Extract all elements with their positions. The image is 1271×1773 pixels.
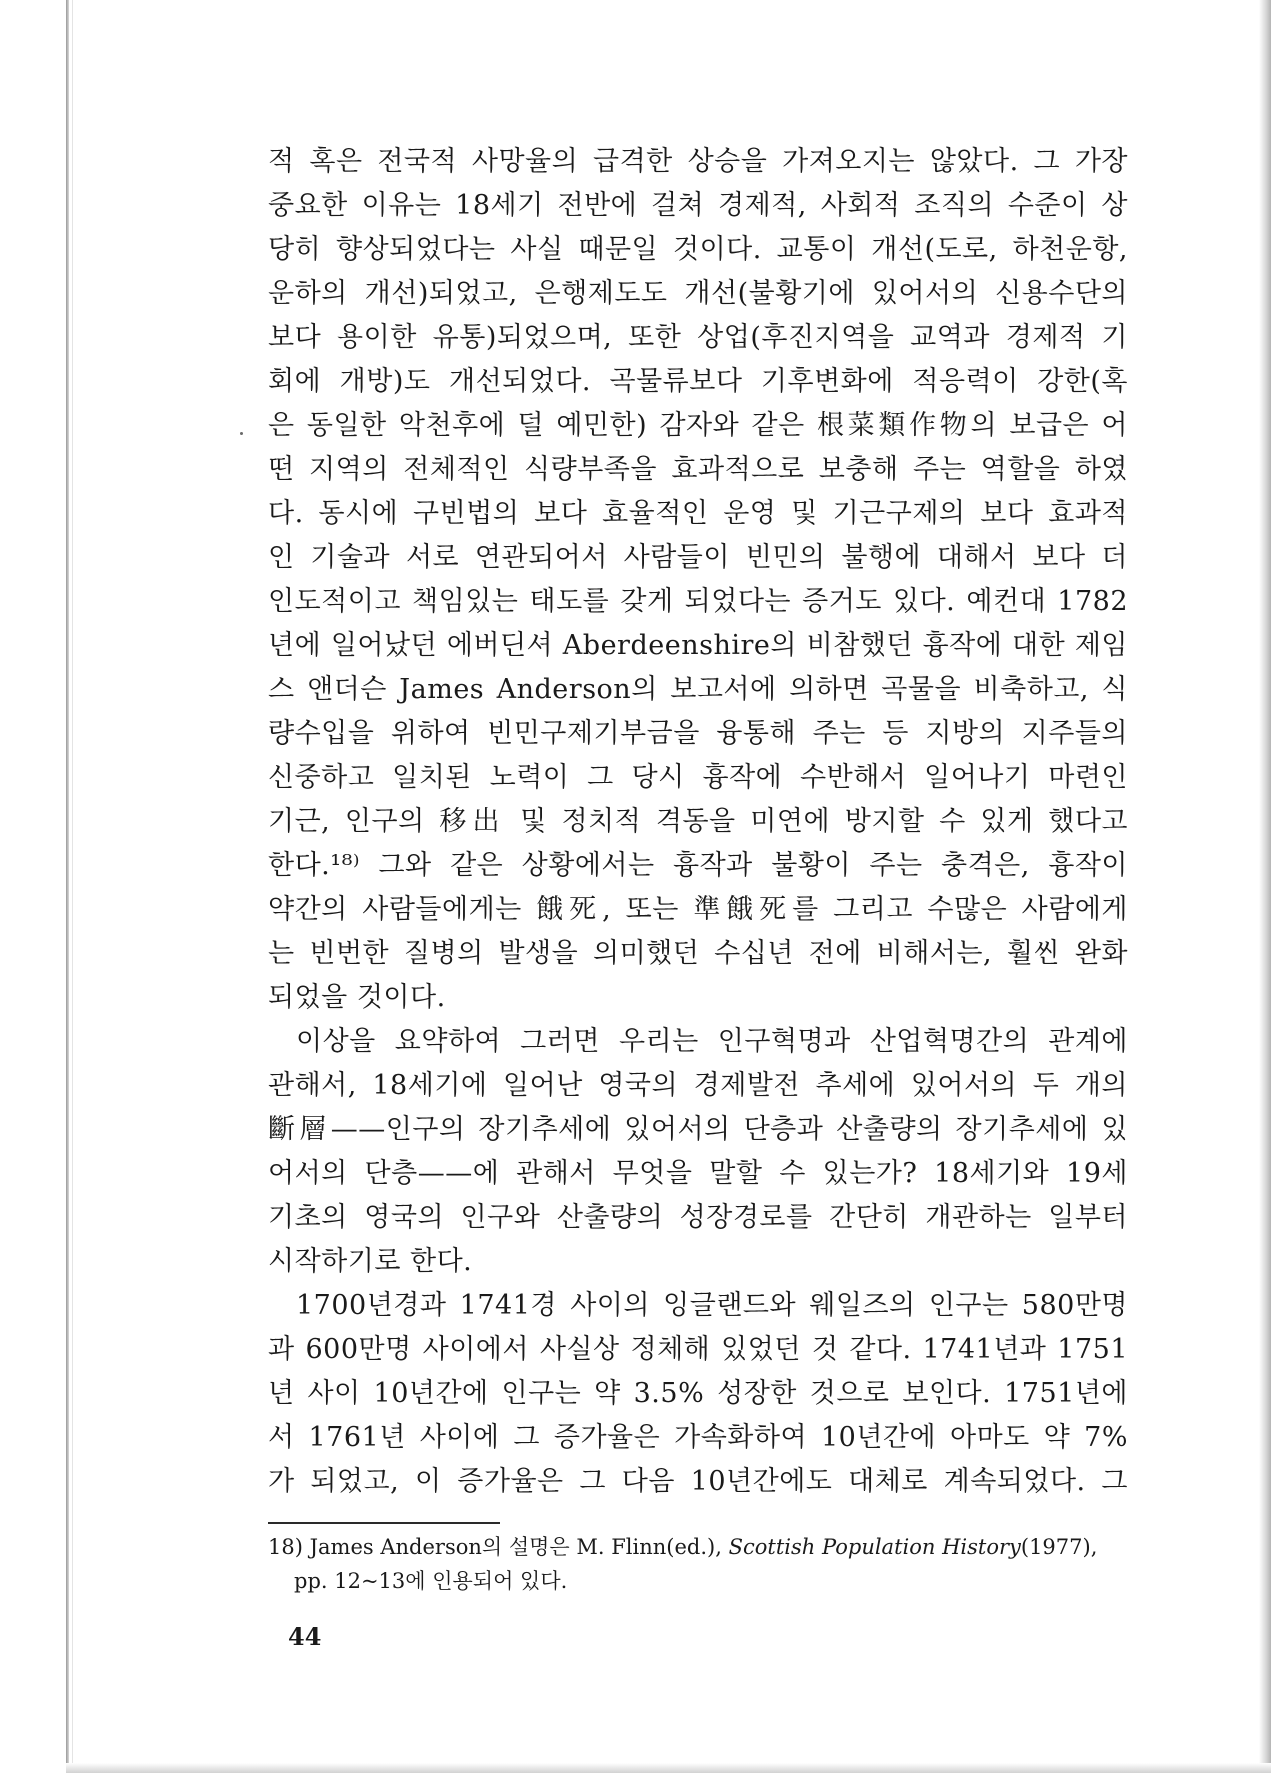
text-line: 서 1761년 사이에 그 증가율은 가속화하여 10년간에 아마도 약 7% xyxy=(268,1422,1128,1453)
text-line: 당히 향상되었다는 사실 때문일 것이다. 교통이 개선(도로, 하천운항, xyxy=(268,234,1128,265)
text-line: 斷層——인구의 장기추세에 있어서의 단층과 산출량의 장기추세에 있 xyxy=(268,1114,1128,1145)
page-binding-edge-inner xyxy=(72,0,73,1773)
text-line: 관해서, 18세기에 일어난 영국의 경제발전 추세에 있어서의 두 개의 xyxy=(268,1070,1128,1101)
text-line: 량수입을 위하여 빈민구제기부금을 융통해 주는 등 지방의 지주들의 xyxy=(268,718,1128,749)
text-line: 기근, 인구의 移出 및 정치적 격동을 미연에 방지할 수 있게 했다고 xyxy=(268,806,1128,837)
body-text xyxy=(268,140,1128,1504)
text-line: 되었을 것이다. xyxy=(268,982,446,1013)
text-line: 약간의 사람들에게는 餓死, 또는 準餓死를 그리고 수많은 사람에게 xyxy=(268,894,1128,925)
text-line: 어서의 단층——에 관해서 무엇을 말할 수 있는가? 18세기와 19세 xyxy=(268,1158,1128,1189)
footnote-divider xyxy=(268,1522,500,1524)
footnote-book-title: Scottish Population History xyxy=(728,1535,1021,1559)
footnote-line xyxy=(268,1530,1128,1564)
page-binding-edge xyxy=(66,0,69,1773)
text-line: 인 기술과 서로 연관되어서 사람들이 빈민의 불행에 대해서 보다 더 xyxy=(268,542,1128,573)
text-line: 은 동일한 악천후에 덜 예민한) 감자와 같은 根菜類作物의 보급은 어 xyxy=(268,410,1128,441)
text-line: 중요한 이유는 18세기 전반에 걸쳐 경제적, 사회적 조직의 수준이 상 xyxy=(268,190,1128,221)
scan-speck xyxy=(240,432,243,435)
text-line: 시작하기로 한다. xyxy=(268,1246,473,1277)
text-line: 인도적이고 책임있는 태도를 갖게 되었다는 증거도 있다. 예컨대 1782 xyxy=(268,586,1128,617)
text-line: 과 600만명 사이에서 사실상 정체해 있었던 것 같다. 1741년과 1751 xyxy=(268,1334,1128,1365)
text-line: 년에 일어났던 에버딘셔 Aberdeenshire의 비참했던 흉작에 대한 제임 xyxy=(268,630,1128,661)
text-line: 신중하고 일치된 노력이 그 당시 흉작에 수반해서 일어나기 마련인 xyxy=(268,762,1128,793)
footnote-line: pp. 12~13에 인용되어 있다. xyxy=(294,1569,568,1593)
text-line: 스 앤더슨 James Anderson의 보고서에 의하면 곡물을 비축하고, 식 xyxy=(268,674,1128,705)
text-line: 적 혹은 전국적 사망율의 급격한 상승을 가져오지는 않았다. 그 가장 xyxy=(268,146,1128,177)
footnote-block xyxy=(268,1530,1128,1598)
text-line: 다. 동시에 구빈법의 보다 효율적인 운영 및 기근구제의 보다 효과적 xyxy=(268,498,1128,529)
paragraph-start-line: 이상을 요약하여 그러면 우리는 인구혁명과 산업혁명간의 관계에 xyxy=(296,1026,1128,1057)
footnote-number: 18) xyxy=(268,1535,303,1559)
footnote-year: (1977), xyxy=(1020,1535,1098,1559)
paragraph-start-line: 1700년경과 1741경 사이의 잉글랜드와 웨일즈의 인구는 580만명 xyxy=(296,1290,1128,1321)
text-line: 년 사이 10년간에 인구는 약 3.5% 성장한 것으로 보인다. 1751년에 xyxy=(268,1378,1128,1409)
text-line: 보다 용이한 유통)되었으며, 또한 상업(후진지역을 교역과 경제적 기 xyxy=(268,322,1128,353)
footnote-text: James Anderson의 설명은 M. Flinn(ed.), xyxy=(309,1535,722,1559)
text-line: 떤 지역의 전체적인 식량부족을 효과적으로 보충해 주는 역할을 하였 xyxy=(268,454,1128,485)
page-right-edge-shadow xyxy=(1259,0,1271,1773)
text-line: 한다.¹⁸⁾ 그와 같은 상황에서는 흉작과 불황이 주는 충격은, 흉작이 xyxy=(268,850,1128,881)
text-line: 는 빈번한 질병의 발생을 의미했던 수십년 전에 비해서는, 훨씬 완화 xyxy=(268,938,1128,969)
text-line: 운하의 개선)되었고, 은행제도도 개선(불황기에 있어서의 신용수단의 xyxy=(268,278,1128,309)
text-line: 기초의 영국의 인구와 산출량의 성장경로를 간단히 개관하는 일부터 xyxy=(268,1202,1128,1233)
text-line: 가 되었고, 이 증가율은 그 다음 10년간에도 대체로 계속되었다. 그 xyxy=(268,1466,1128,1497)
text-line: 회에 개방)도 개선되었다. 곡물류보다 기후변화에 적응력이 강한(혹 xyxy=(268,366,1128,397)
page-bottom-edge-shadow xyxy=(66,1763,1271,1773)
page-number: 44 xyxy=(288,1622,322,1651)
